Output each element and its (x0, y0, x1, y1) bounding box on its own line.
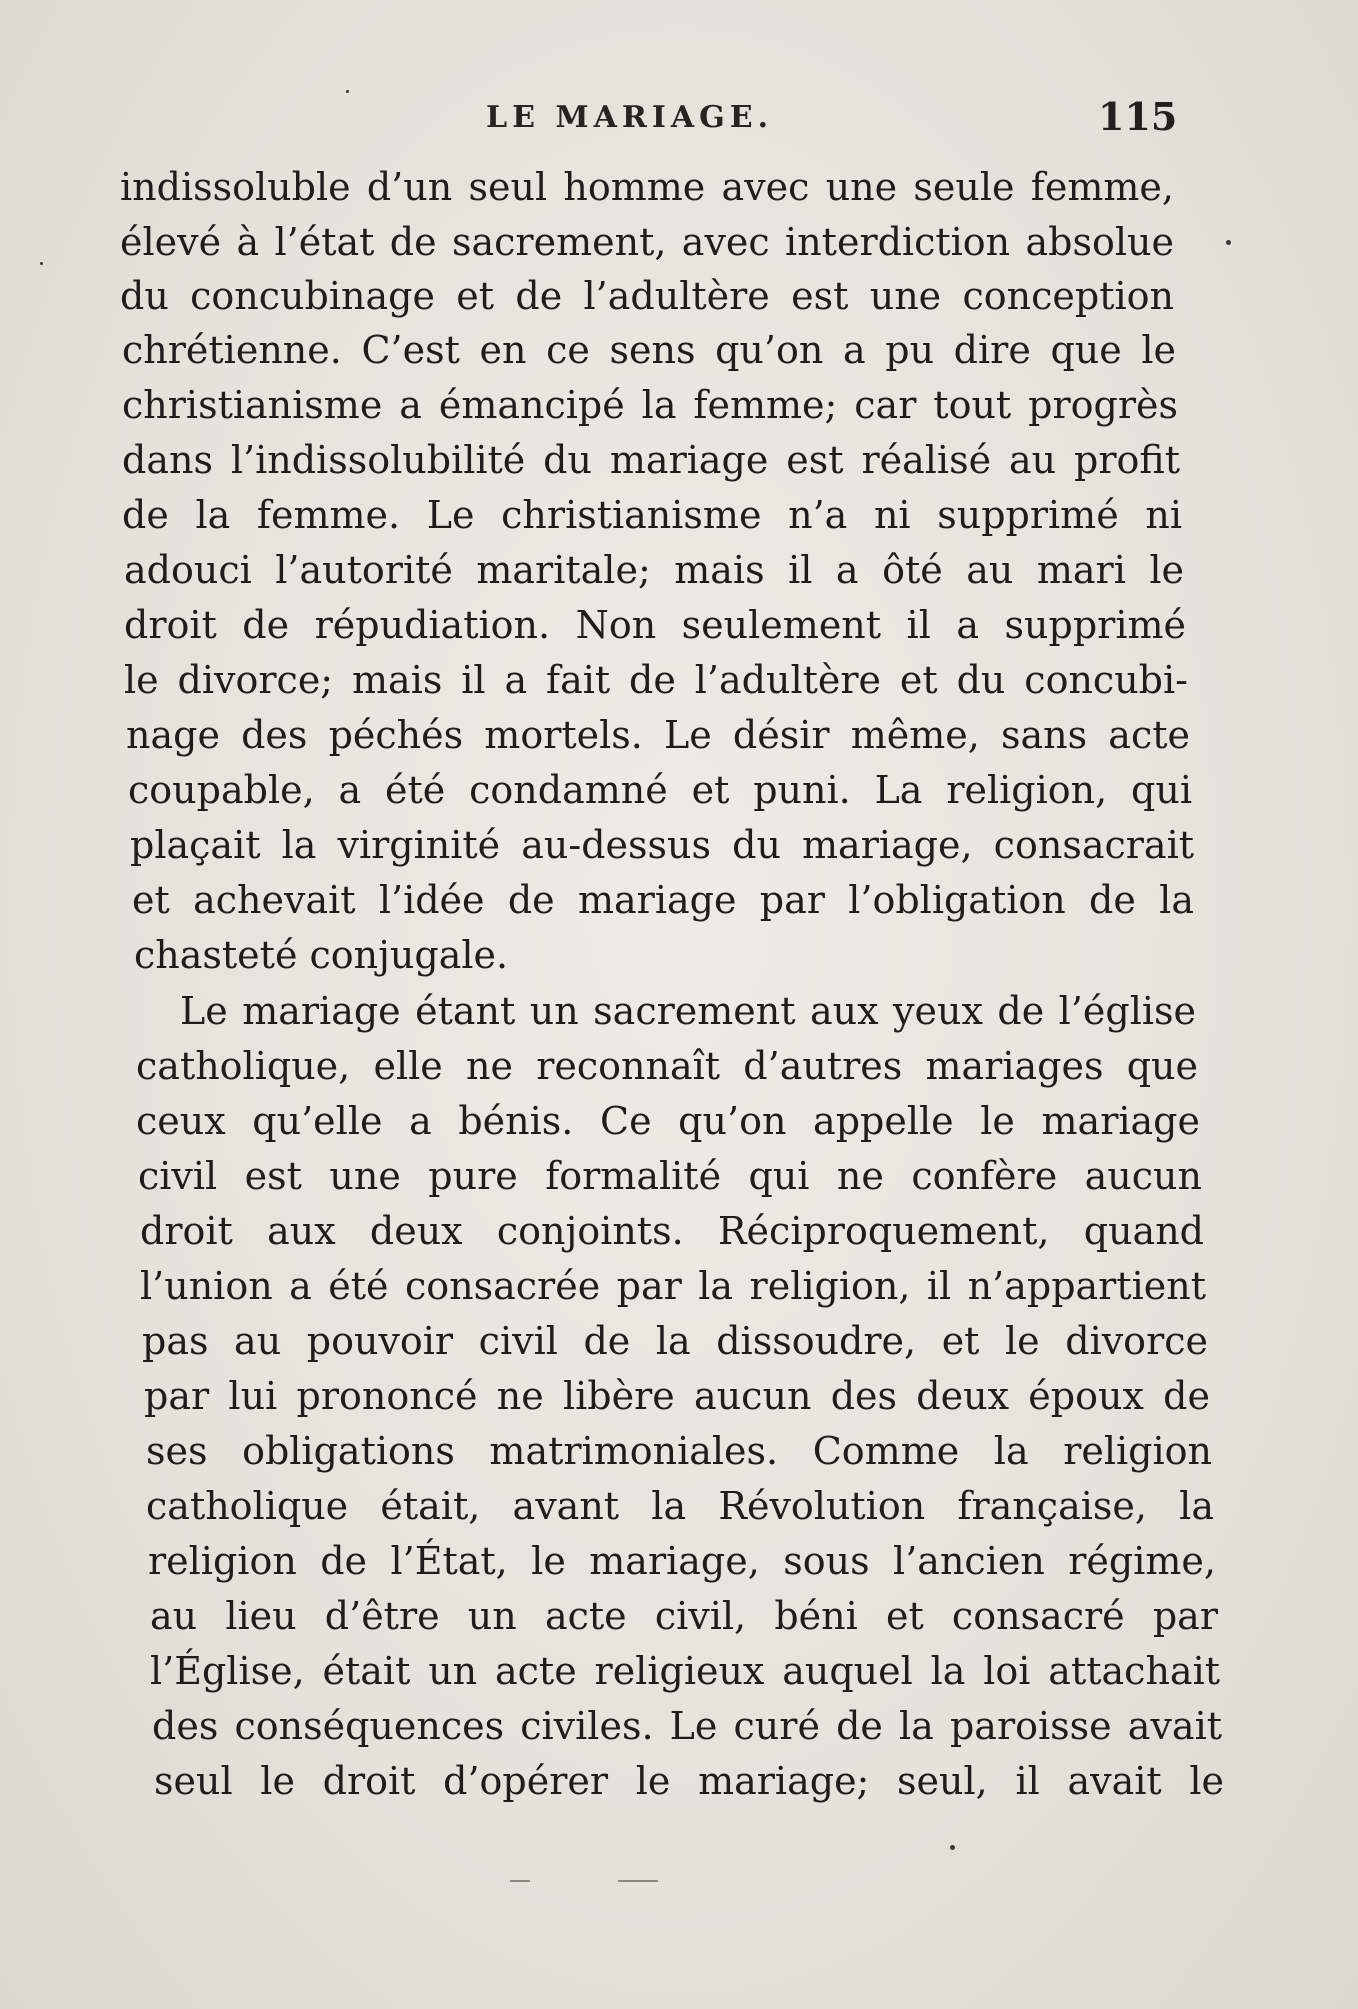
paper-speck (1226, 240, 1231, 245)
text-line: religion de l’État, le mariage, sous l’ancien régime, (148, 1539, 1216, 1583)
text-line: au lieu d’être un acte civil, béni et consacré par (150, 1594, 1218, 1638)
text-line: l’Église, était un acte religieux auquel la loi attachait (150, 1649, 1220, 1693)
text-line: ceux qu’elle a bénis. Ce qu’on appelle le mariage (136, 1099, 1200, 1143)
text-line: catholique, elle ne reconnaît d’autres mariages que (136, 1044, 1198, 1088)
text-line: indissoluble d’un seul homme avec une seule femme, (120, 165, 1174, 209)
text-line: civil est une pure formalité qui ne confère aucun (138, 1154, 1202, 1198)
text-line: chasteté conjugale. (134, 933, 509, 977)
text-line: catholique était, avant la Révolution française, la (146, 1484, 1214, 1528)
text-line: le divorce; mais il a fait de l’adultère et du concubi- (124, 658, 1188, 702)
text-line: de la femme. Le christianisme n’a ni supprimé ni (122, 493, 1182, 537)
text-line: coupable, a été condamné et puni. La religion, qui (128, 768, 1192, 812)
paper-speck (346, 90, 349, 93)
text-line: droit de répudiation. Non seulement il a supprimé (124, 603, 1186, 647)
text-line: du concubinage et de l’adultère est une conception (120, 274, 1174, 318)
text-line: et achevait l’idée de mariage par l’obligation de la (132, 878, 1194, 922)
text-line: seul le droit d’opérer le mariage; seul, il avait le (154, 1759, 1224, 1803)
running-title: LE MARIAGE. (486, 100, 774, 135)
text-line: par lui prononcé ne libère aucun des deux époux de (144, 1374, 1210, 1418)
text-line: droit aux deux conjoints. Réciproquement, quand (140, 1209, 1204, 1253)
text-line: ses obligations matrimoniales. Comme la religion (146, 1429, 1212, 1473)
text-line: élevé à l’état de sacrement, avec interdiction absolue (120, 220, 1174, 264)
paper-speck (40, 262, 43, 265)
text-line: dans l’indissolubilité du mariage est réalisé au profit (122, 438, 1180, 482)
text-line: plaçait la virginité au-dessus du mariage, consacrait (130, 823, 1194, 867)
text-line: christianisme a émancipé la femme; car tout progrès (122, 383, 1178, 427)
page-number: 115 (1098, 94, 1178, 139)
paper-speck (950, 1845, 955, 1850)
paper-mark (510, 1880, 530, 1882)
text-line: pas au pouvoir civil de la dissoudre, et le divorce (142, 1319, 1208, 1363)
text-line: chrétienne. C’est en ce sens qu’on a pu dire que le (122, 328, 1176, 372)
text-line: nage des péchés mortels. Le désir même, sans acte (126, 713, 1190, 757)
text-line: Le mariage étant un sacrement aux yeux de l’église (180, 989, 1196, 1033)
text-line: adouci l’autorité maritale; mais il a ôté au mari le (124, 548, 1184, 592)
paper-mark (618, 1880, 658, 1882)
text-line: l’union a été consacrée par la religion, il n’appartient (140, 1264, 1206, 1308)
text-line: des conséquences civiles. Le curé de la paroisse avait (152, 1704, 1222, 1748)
